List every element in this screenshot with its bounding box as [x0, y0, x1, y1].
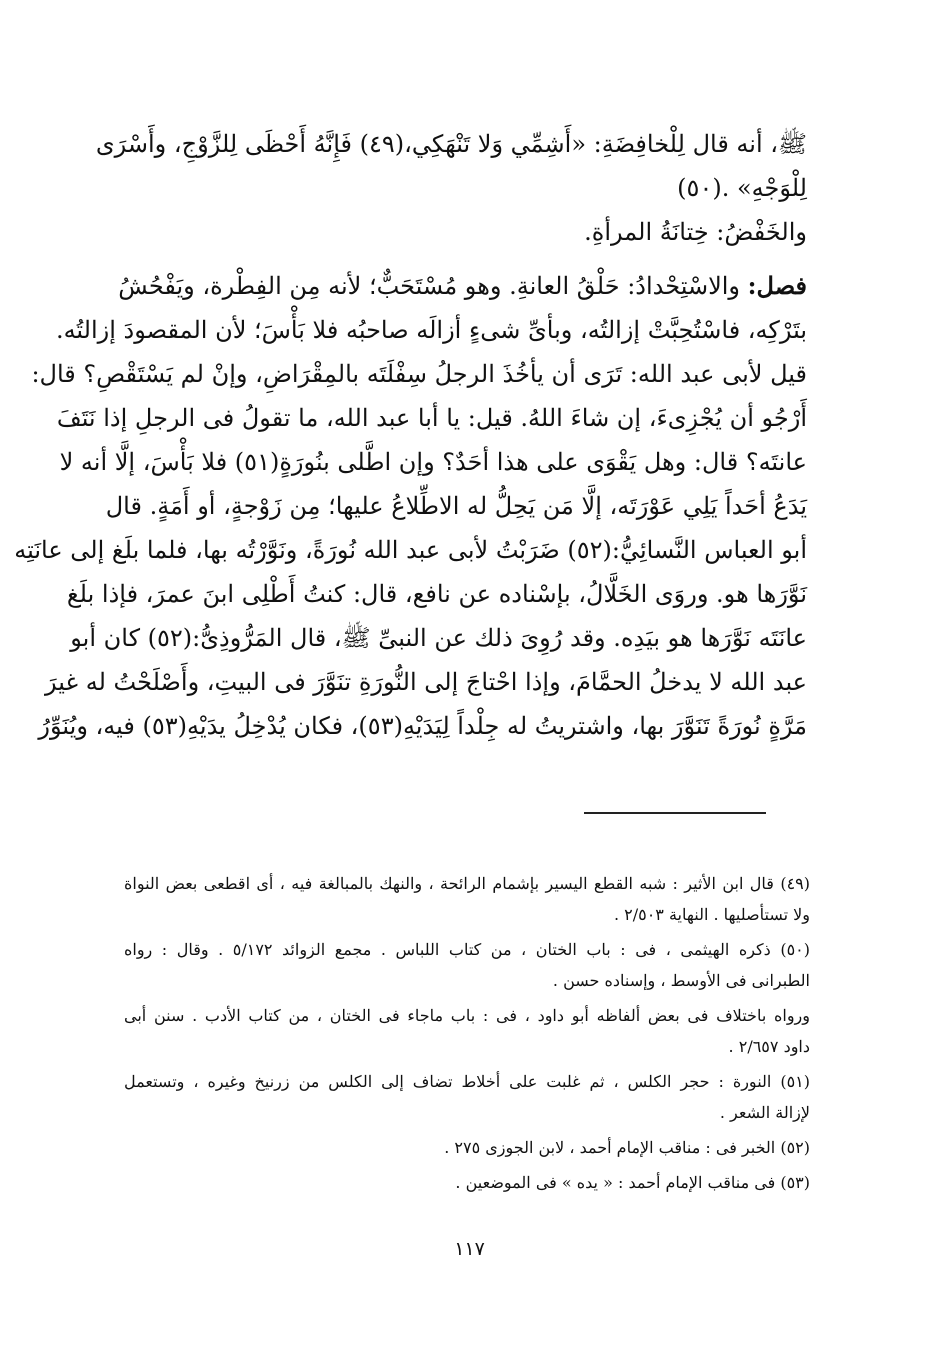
text-line: عانَتَه نَوَّرَها هو بيَدِه. وقد رُوِىَ ذلك عن النبىِّ ﷺ، قال المَرُّوذِىُّ:(٥٢) كان أبو: [70, 624, 807, 652]
footnote-53: [124, 1167, 810, 1198]
footnotes: [124, 868, 810, 1202]
text-line: مَرَّةٍ نُورَةً تَنَوَّرَ بها، واشتريتُ له جِلْداً لِيَدَيْهِ(٥٣)، فكان يُدْخِلُ يدَيْهِ(٥٣) فيه، ويُنَوِّرُ: [38, 712, 807, 740]
section-heading-text: والاسْتِحْدادُ: حَلْقُ العانةِ.: [509, 272, 741, 300]
text-line: ﷺ، أنه قال لِلْخافِضَةِ: «أَشِمِّي وَلا تَنْهَكِي،(٤٩) فَإِنَّهُ أَحْظَى لِلزَّوْجِ، وأَسْرَى: [95, 130, 807, 158]
footnote-line: (٥١) النورة : حجر الكلس ، ثم غلبت على أخلاط تضاف إلى الكلس من زرنيخ وغيره ، وتستعمل: [124, 1072, 810, 1091]
footnote-52: [124, 1132, 810, 1163]
text-line: يَدَعُ أحَداً يَلِي عَوْرَتَه، إلَّا مَن يَحِلُّ له الاطِّلاعُ عليها؛ مِن زَوْجةٍ، أو أَمَةٍ. قال: [105, 492, 807, 520]
footnote-50: [124, 934, 810, 996]
footnote-49: [124, 868, 810, 930]
main-text: [14, 122, 807, 748]
footnote-50-continued: [124, 1000, 810, 1062]
text-line: عبد الله لا يدخلُ الحمَّامَ، وإذا احْتاجَ إلى النُّورَةِ تنَوَّرَ فى البيتِ، وأَصْلَحْتُ له غيرَ: [45, 668, 807, 696]
footnote-separator: [584, 812, 766, 814]
text-line: لِلْوَجْهِ» .(٥٠): [677, 174, 807, 202]
page-number: ١١٧: [454, 1238, 485, 1260]
text-line: والخَفْضُ: خِتانَةُ المرأةِ.: [584, 218, 807, 246]
footnote-line: (٥٣) فى مناقب الإمام أحمد : « يده » فى الموضعين .: [455, 1173, 810, 1192]
text-line: أَرْجُو أن يُجْزِىءَ، إن شاءَ اللهُ. قيل: يا أبا عبد الله، ما تقولُ فى الرجلِ إذا نَتَفَ: [56, 404, 807, 432]
footnote-line: (٥٢) الخبر فى : مناقب الإمام أحمد ، لابن الجوزى ٢٧٥ .: [444, 1138, 810, 1157]
text-line: قيل لأبى عبد الله: تَرَى أن يأخُذَ الرجلُ سِفْلَتَه بالمِقْرَاضِ، وإنْ لم يَسْتَقْصِ؟ قال:: [31, 360, 807, 388]
footnote-line: لإزالة الشعر .: [719, 1103, 810, 1122]
text-line: أبو العباس النَّسائِيُّ:(٥٢) ضَرَبْتُ لأبى عبد الله نُورَةً، ونَوَّرْتُه بها، فلما بلَغ إلى عانَتِه: [14, 536, 807, 564]
footnote-line: (٤٩) قال ابن الأثير : شبه القطع اليسير بإشمام الرائحة ، والنهك بالمبالغة فيه ، أى اقطعى بعض النواة: [124, 874, 810, 893]
text-line: بتَرْكِه، فاسْتُحِبَّتْ إزالتُه، وبأىِّ شىءٍ أزالَه صاحبُه فلا بَأْسَ؛ لأن المقصودَ إزالتُه.: [55, 316, 807, 344]
section-label: فصل:: [747, 271, 807, 300]
text-line: وهو مُسْتَحَبٌّ؛ لأنه مِن الفِطْرة، ويَفْحُشُ: [118, 272, 502, 300]
text-line: عانتَه؟ قال: وهل يَقْوَى على هذا أحَدٌ؟ وإن اطَّلى بنُورَةٍ(٥١) فلا بَأْسَ، إلَّا أنه لا: [59, 448, 807, 476]
footnote-line: داود ٢/٦٥٧ .: [728, 1037, 810, 1056]
footnote-line: الطبرانى فى الأوسط ، وإسناده حسن .: [552, 971, 810, 990]
footnote-line: ورواه باختلاف فى بعض ألفاظه أبو داود ، فى : باب ماجاء فى الختان ، من كتاب الأدب . سنن أبى: [124, 1006, 811, 1025]
section-first-line: [118, 264, 807, 308]
footnote-line: ولا تستأصليها . النهاية ٢/٥٠٣ .: [613, 905, 810, 924]
footnote-51: [124, 1066, 810, 1128]
text-line: نَوَّرَها هو. وروَى الخَلَّالُ، بإسْناده عن نافع، قال: كنتُ أَطْلِى ابنَ عمرَ، فإذا بلَغ: [66, 580, 807, 608]
footnote-line: (٥٠) ذكره الهيثمى ، فى : باب الختان ، من كتاب اللباس . مجمع الزوائد ٥/١٧٢ . وقال : رواه: [124, 940, 810, 959]
